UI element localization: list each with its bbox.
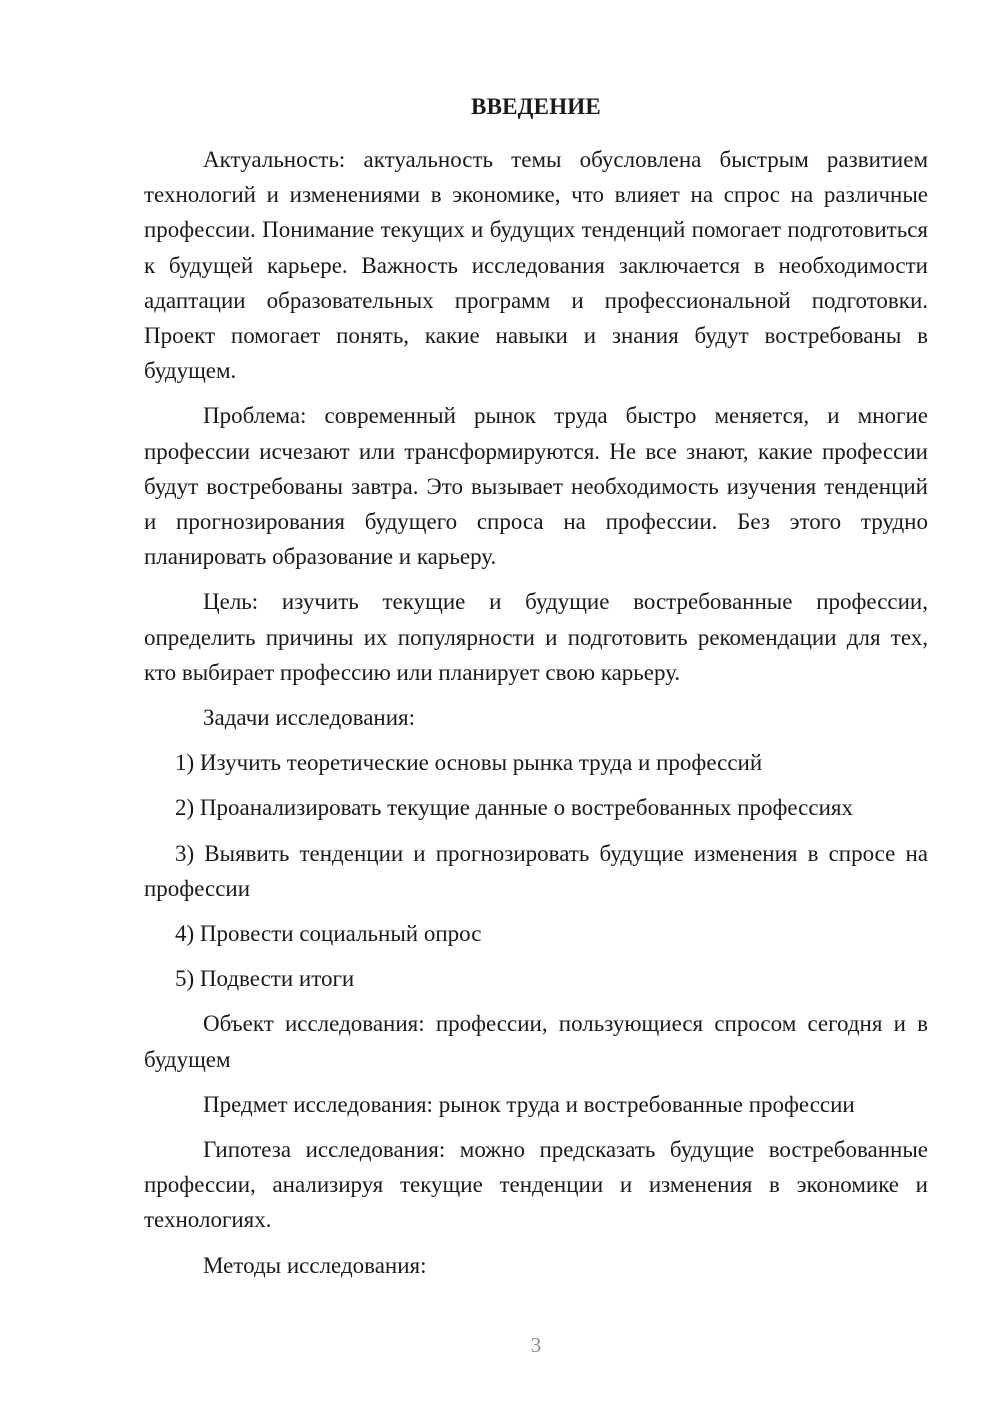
- task-item-3: 3) Выявить тенденции и прогнозировать будущие изменения в спросе на профессии: [144, 840, 928, 901]
- paragraph-object: Объект исследования: профессии, пользующиеся спросом сегодня и в будущем: [144, 1011, 928, 1072]
- tasks-heading: Задачи исследования:: [203, 705, 416, 731]
- section-title: ВВЕДЕНИЕ: [471, 94, 601, 119]
- task-item-1: 1) Изучить теоретические основы рынка труда и профессий: [175, 750, 763, 776]
- task-item-2: 2) Проанализировать текущие данные о востребованных профессиях: [175, 795, 853, 821]
- page-number: 3: [530, 1333, 542, 1357]
- paragraph-subject: Предмет исследования: рынок труда и востребованные профессии: [203, 1091, 855, 1117]
- task-item-5: 5) Подвести итоги: [175, 966, 355, 992]
- paragraph-goal: Цель: изучить текущие и будущие востребованные профессии, определить причины их популярности и подготовить рекомендации для тех, кто выбирает профессию или планирует свою карьеру.: [144, 589, 928, 685]
- task-item-4: 4) Провести социальный опрос: [175, 921, 482, 947]
- paragraph-relevance: Актуальность: актуальность темы обусловлена быстрым развитием технологий и изменениями в экономике, что влияет на спрос на различные профессии. Понимание текущих и будущих тенденций помогает подготовиться к будущей карьере. Важность исследования заключается в необходимости адаптации образовательных программ и профессиональной подготовки. Проект помогает понять, какие навыки и знания будут востребованы в будущем.: [144, 147, 928, 384]
- paragraph-problem: Проблема: современный рынок труда быстро меняется, и многие профессии исчезают или трансформируются. Не все знают, какие профессии будут востребованы завтра. Это вызывает необходимость изучения тенденций и прогнозирования будущего спроса на профессии. Без этого трудно планировать образование и карьеру.: [144, 403, 928, 570]
- paragraph-methods: Методы исследования:: [203, 1252, 427, 1278]
- document-body: [144, 142, 928, 1293]
- paragraph-hypothesis: Гипотеза исследования: можно предсказать будущие востребованные профессии, анализируя текущие тенденции и изменения в экономике и технологиях.: [144, 1137, 928, 1233]
